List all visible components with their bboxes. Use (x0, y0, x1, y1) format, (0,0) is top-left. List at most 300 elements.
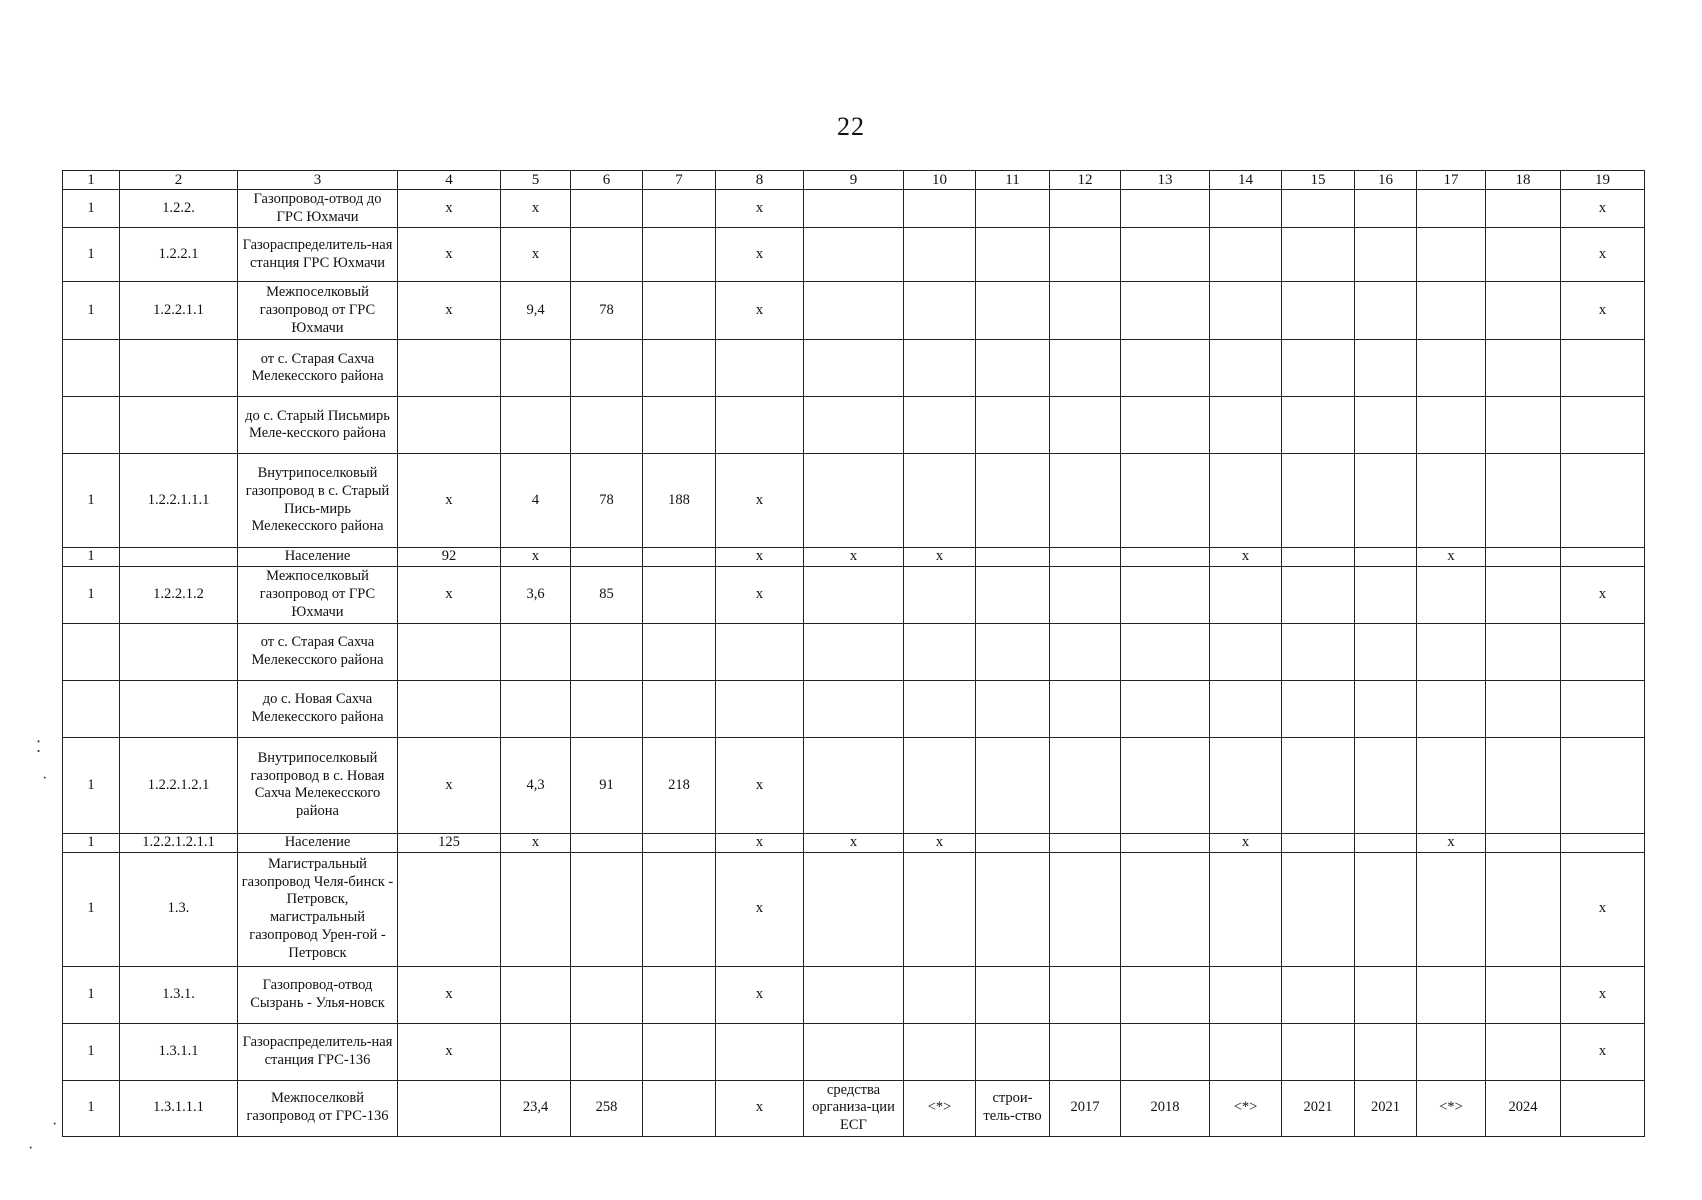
table-cell (571, 340, 643, 397)
table-cell (1050, 852, 1121, 966)
table-cell (571, 680, 643, 737)
table-cell: 1 (63, 1023, 120, 1080)
table-cell (804, 966, 904, 1023)
table-body (63, 190, 1645, 1136)
table-cell: 2017 (1050, 1080, 1121, 1136)
table-cell: 1 (63, 190, 120, 228)
table-cell: x (1561, 282, 1645, 340)
table-cell: 1 (63, 737, 120, 833)
table-cell (1486, 852, 1561, 966)
table-row (63, 340, 1645, 397)
table-cell (63, 623, 120, 680)
table-cell (804, 566, 904, 623)
table-cell: 1 (63, 833, 120, 852)
table-cell: <*> (904, 1080, 976, 1136)
table-cell (804, 454, 904, 548)
table-cell (1561, 833, 1645, 852)
table-cell: 23,4 (501, 1080, 571, 1136)
table-cell (1121, 454, 1210, 548)
table-cell: 1.3.1.1 (120, 1023, 238, 1080)
table-cell (1210, 454, 1282, 548)
table-cell (571, 966, 643, 1023)
table-cell: x (804, 548, 904, 567)
table-cell (643, 852, 716, 966)
table-cell (904, 1023, 976, 1080)
table-cell (1417, 282, 1486, 340)
object-name-cell: до с. Новая Сахча Мелекесского района (238, 680, 398, 737)
object-name-cell: Газопровод-отвод Сызрань - Улья-новск (238, 966, 398, 1023)
table-cell: 1.2.2.1.1 (120, 282, 238, 340)
table-cell (1282, 397, 1355, 454)
table-cell: 1.3.1.1.1 (120, 1080, 238, 1136)
column-header: 14 (1210, 171, 1282, 190)
object-name-cell: от с. Старая Сахча Мелекесского района (238, 623, 398, 680)
table-cell (1121, 548, 1210, 567)
table-cell (804, 1023, 904, 1080)
table-cell (1355, 190, 1417, 228)
column-header: 9 (804, 171, 904, 190)
table-cell (571, 1023, 643, 1080)
table-cell (976, 833, 1050, 852)
scan-mark: · (28, 1140, 34, 1157)
table-cell (1210, 966, 1282, 1023)
table-cell (1282, 340, 1355, 397)
table-cell (1486, 340, 1561, 397)
table-cell: 92 (398, 548, 501, 567)
table-cell (63, 397, 120, 454)
table-cell (571, 548, 643, 567)
table-cell (1282, 282, 1355, 340)
column-header: 10 (904, 171, 976, 190)
table-cell (1282, 737, 1355, 833)
column-header: 4 (398, 171, 501, 190)
table-cell (1210, 190, 1282, 228)
table-cell (1355, 966, 1417, 1023)
table-cell: x (501, 548, 571, 567)
table-cell (904, 966, 976, 1023)
table-cell (120, 548, 238, 567)
table-cell: x (716, 966, 804, 1023)
table-cell (1486, 454, 1561, 548)
table-cell: x (398, 282, 501, 340)
table-cell (643, 282, 716, 340)
table-cell: x (501, 190, 571, 228)
table-cell (904, 397, 976, 454)
table-cell (976, 737, 1050, 833)
table-cell: 1.2.2.1.2.1.1 (120, 833, 238, 852)
table-cell (976, 680, 1050, 737)
table-cell: 1.2.2. (120, 190, 238, 228)
table-cell (1282, 228, 1355, 282)
table-row (63, 1023, 1645, 1080)
table-cell: 1 (63, 852, 120, 966)
table-cell (1355, 454, 1417, 548)
table-cell (120, 680, 238, 737)
table-cell (904, 454, 976, 548)
table-cell (571, 833, 643, 852)
table-cell (1050, 282, 1121, 340)
scan-mark: ⁚ (36, 739, 42, 756)
object-name-cell: Межпоселковй газопровод от ГРС-136 (238, 1080, 398, 1136)
table-cell: 2018 (1121, 1080, 1210, 1136)
table-cell: 78 (571, 282, 643, 340)
table-cell (1355, 548, 1417, 567)
table-cell (716, 623, 804, 680)
table-cell (1355, 340, 1417, 397)
table-cell (1561, 548, 1645, 567)
table-cell (1561, 340, 1645, 397)
table-cell (1561, 397, 1645, 454)
object-name-cell: Внутрипоселковый газопровод в с. Старый Пись-мирь Мелекесского района (238, 454, 398, 548)
table-cell (643, 566, 716, 623)
table-cell (1486, 966, 1561, 1023)
table-cell: 9,4 (501, 282, 571, 340)
table-cell (1486, 566, 1561, 623)
table-cell (804, 623, 904, 680)
table-cell (1121, 397, 1210, 454)
column-header: 16 (1355, 171, 1417, 190)
object-name-cell: Магистральный газопровод Челя-бинск - Петровск, магистральный газопровод Урен-гой - Петровск (238, 852, 398, 966)
table-cell (643, 340, 716, 397)
table-cell (63, 680, 120, 737)
table-cell (1210, 1023, 1282, 1080)
table-cell: 1 (63, 966, 120, 1023)
table-cell (1050, 1023, 1121, 1080)
table-cell (804, 340, 904, 397)
table-cell: x (804, 833, 904, 852)
table-cell: x (716, 852, 804, 966)
table-cell: 3,6 (501, 566, 571, 623)
table-cell (643, 623, 716, 680)
table-cell: 1 (63, 566, 120, 623)
object-name-cell: Население (238, 548, 398, 567)
table-row (63, 623, 1645, 680)
table-cell (1282, 548, 1355, 567)
table-cell: x (1417, 548, 1486, 567)
table-cell (1050, 190, 1121, 228)
table-cell: 1.2.2.1.2 (120, 566, 238, 623)
table-cell: x (1561, 566, 1645, 623)
table-cell: 1.2.2.1.2.1 (120, 737, 238, 833)
table-cell (976, 966, 1050, 1023)
table-cell (1210, 623, 1282, 680)
table-cell (1417, 680, 1486, 737)
table-cell (904, 190, 976, 228)
table-cell: 2024 (1486, 1080, 1561, 1136)
table-cell: x (1210, 548, 1282, 567)
table-cell (501, 623, 571, 680)
table-cell (1050, 623, 1121, 680)
column-header: 19 (1561, 171, 1645, 190)
table-cell (501, 340, 571, 397)
page-number: 22 (837, 112, 865, 141)
table-cell (643, 1023, 716, 1080)
table-cell (643, 190, 716, 228)
column-header: 7 (643, 171, 716, 190)
table-cell (976, 228, 1050, 282)
table-cell (1355, 566, 1417, 623)
table-cell: x (716, 548, 804, 567)
table-cell (571, 397, 643, 454)
table-cell (398, 623, 501, 680)
table-cell (1561, 680, 1645, 737)
table-cell (904, 680, 976, 737)
table-cell (1486, 680, 1561, 737)
table-cell (1282, 833, 1355, 852)
table-cell: x (1561, 966, 1645, 1023)
table-row (63, 737, 1645, 833)
table-cell (976, 190, 1050, 228)
table-cell (1355, 397, 1417, 454)
table-cell (1355, 852, 1417, 966)
table-cell (643, 397, 716, 454)
table-cell (398, 680, 501, 737)
object-name-cell: Население (238, 833, 398, 852)
table-cell: x (398, 737, 501, 833)
data-table (62, 170, 1645, 1137)
object-name-cell: Газораспределитель-ная станция ГРС-136 (238, 1023, 398, 1080)
table-cell (501, 1023, 571, 1080)
table-cell: x (501, 833, 571, 852)
table-cell (716, 397, 804, 454)
table-cell (1417, 397, 1486, 454)
table-cell (1210, 737, 1282, 833)
table-cell (1210, 228, 1282, 282)
table-cell: x (716, 228, 804, 282)
table-cell (1417, 737, 1486, 833)
table-cell (1121, 190, 1210, 228)
table-cell: 2021 (1355, 1080, 1417, 1136)
table-cell: x (716, 737, 804, 833)
table-cell (1121, 852, 1210, 966)
table-cell (501, 680, 571, 737)
table-cell (571, 228, 643, 282)
table-cell: x (398, 966, 501, 1023)
table-cell (1355, 1023, 1417, 1080)
table-cell (1121, 1023, 1210, 1080)
table-cell (1417, 1023, 1486, 1080)
table-cell: x (904, 548, 976, 567)
table-cell: x (1561, 190, 1645, 228)
table-cell (976, 340, 1050, 397)
table-cell (904, 623, 976, 680)
object-name-cell: Внутрипоселковый газопровод в с. Новая Сахча Мелекесского района (238, 737, 398, 833)
table-cell (398, 1080, 501, 1136)
table-cell (501, 397, 571, 454)
table-cell (1121, 680, 1210, 737)
table-cell (1282, 190, 1355, 228)
table-cell (804, 852, 904, 966)
table-cell (1282, 566, 1355, 623)
table-cell (976, 1023, 1050, 1080)
table-cell (63, 340, 120, 397)
table-cell (501, 966, 571, 1023)
table-cell: 1 (63, 454, 120, 548)
object-name-cell: Межпоселковый газопровод от ГРС Юхмачи (238, 282, 398, 340)
table-cell (804, 228, 904, 282)
table-cell: 85 (571, 566, 643, 623)
table-row (63, 454, 1645, 548)
table-cell (1210, 566, 1282, 623)
table-cell: x (716, 282, 804, 340)
table-cell: 1 (63, 282, 120, 340)
column-header: 15 (1282, 171, 1355, 190)
table-cell (1050, 340, 1121, 397)
table-cell (1282, 454, 1355, 548)
table-cell: x (1210, 833, 1282, 852)
table-row (63, 566, 1645, 623)
table-cell (571, 852, 643, 966)
object-name-cell: Газопровод-отвод до ГРС Юхмачи (238, 190, 398, 228)
table-cell (120, 397, 238, 454)
table-cell (643, 966, 716, 1023)
table-cell (643, 548, 716, 567)
table-cell: <*> (1210, 1080, 1282, 1136)
table-cell: x (398, 228, 501, 282)
table-cell (643, 228, 716, 282)
table-cell (976, 852, 1050, 966)
table-cell (1486, 1023, 1561, 1080)
table-cell (716, 1023, 804, 1080)
table-cell (1282, 1023, 1355, 1080)
table-row (63, 228, 1645, 282)
table-cell: x (716, 833, 804, 852)
table-cell (1210, 680, 1282, 737)
table-cell: 218 (643, 737, 716, 833)
column-header: 2 (120, 171, 238, 190)
table-cell (716, 340, 804, 397)
column-header: 12 (1050, 171, 1121, 190)
table-cell (1355, 680, 1417, 737)
table-cell (1121, 623, 1210, 680)
table-cell (643, 1080, 716, 1136)
table-cell (1050, 397, 1121, 454)
object-name-cell: Газораспределитель-ная станция ГРС Юхмачи (238, 228, 398, 282)
table-cell (1050, 680, 1121, 737)
table-cell (976, 282, 1050, 340)
table-cell (571, 623, 643, 680)
table-cell (1121, 566, 1210, 623)
column-header: 6 (571, 171, 643, 190)
table-cell (804, 737, 904, 833)
column-header: 18 (1486, 171, 1561, 190)
column-header: 13 (1121, 171, 1210, 190)
table-cell: x (1417, 833, 1486, 852)
table-cell (804, 190, 904, 228)
table-cell (1050, 228, 1121, 282)
object-name-cell: от с. Старая Сахча Мелекесского района (238, 340, 398, 397)
table-cell: 1 (63, 548, 120, 567)
table-cell (904, 737, 976, 833)
table-cell (643, 833, 716, 852)
table-cell (398, 852, 501, 966)
table-cell (501, 852, 571, 966)
column-header: 3 (238, 171, 398, 190)
scan-mark: · (52, 1116, 58, 1133)
table-cell (1050, 548, 1121, 567)
table-cell: средства организа-ции ЕСГ (804, 1080, 904, 1136)
table-cell: x (716, 190, 804, 228)
table-cell (804, 397, 904, 454)
table-cell (1486, 737, 1561, 833)
table-cell: 1 (63, 1080, 120, 1136)
table-cell (643, 680, 716, 737)
table-cell: 1.3.1. (120, 966, 238, 1023)
table-cell: 2021 (1282, 1080, 1355, 1136)
column-header: 1 (63, 171, 120, 190)
table-cell (1417, 566, 1486, 623)
table-cell (1121, 340, 1210, 397)
data-table-container (62, 170, 1644, 1137)
table-cell (1210, 282, 1282, 340)
table-cell (976, 623, 1050, 680)
table-cell (398, 397, 501, 454)
table-cell: x (716, 566, 804, 623)
table-cell: строи-тель-ство (976, 1080, 1050, 1136)
column-header: 8 (716, 171, 804, 190)
table-cell (1282, 623, 1355, 680)
table-cell (904, 282, 976, 340)
table-cell (1486, 833, 1561, 852)
table-cell (1121, 833, 1210, 852)
table-cell (1210, 397, 1282, 454)
table-cell (976, 548, 1050, 567)
scan-mark: · (42, 770, 48, 787)
table-cell (1486, 548, 1561, 567)
table-cell: 125 (398, 833, 501, 852)
table-cell: 4 (501, 454, 571, 548)
table-cell (1121, 737, 1210, 833)
object-name-cell: Межпоселковый газопровод от ГРС Юхмачи (238, 566, 398, 623)
column-header: 5 (501, 171, 571, 190)
table-cell (1050, 454, 1121, 548)
table-cell (1121, 228, 1210, 282)
table-cell (904, 566, 976, 623)
table-cell (398, 340, 501, 397)
table-row (63, 397, 1645, 454)
object-name-cell: до с. Старый Письмирь Меле-кесского района (238, 397, 398, 454)
table-cell (716, 680, 804, 737)
table-cell (1486, 623, 1561, 680)
table-cell (976, 454, 1050, 548)
table-cell: x (1561, 228, 1645, 282)
table-cell (120, 623, 238, 680)
column-header: 11 (976, 171, 1050, 190)
table-cell (976, 566, 1050, 623)
table-cell: x (716, 454, 804, 548)
table-cell: x (398, 566, 501, 623)
table-cell: 4,3 (501, 737, 571, 833)
table-cell (904, 340, 976, 397)
table-cell: 1.3. (120, 852, 238, 966)
table-row (63, 680, 1645, 737)
table-cell: x (1561, 852, 1645, 966)
table-cell (1417, 340, 1486, 397)
table-cell (1417, 966, 1486, 1023)
table-cell (1210, 852, 1282, 966)
table-cell: x (904, 833, 976, 852)
table-cell (1561, 737, 1645, 833)
table-cell (1355, 623, 1417, 680)
table-cell (1355, 737, 1417, 833)
table-cell (804, 680, 904, 737)
table-cell (1282, 966, 1355, 1023)
table-cell (1121, 282, 1210, 340)
table-row (63, 282, 1645, 340)
table-cell (1417, 190, 1486, 228)
table-cell (1417, 623, 1486, 680)
table-cell: x (398, 1023, 501, 1080)
